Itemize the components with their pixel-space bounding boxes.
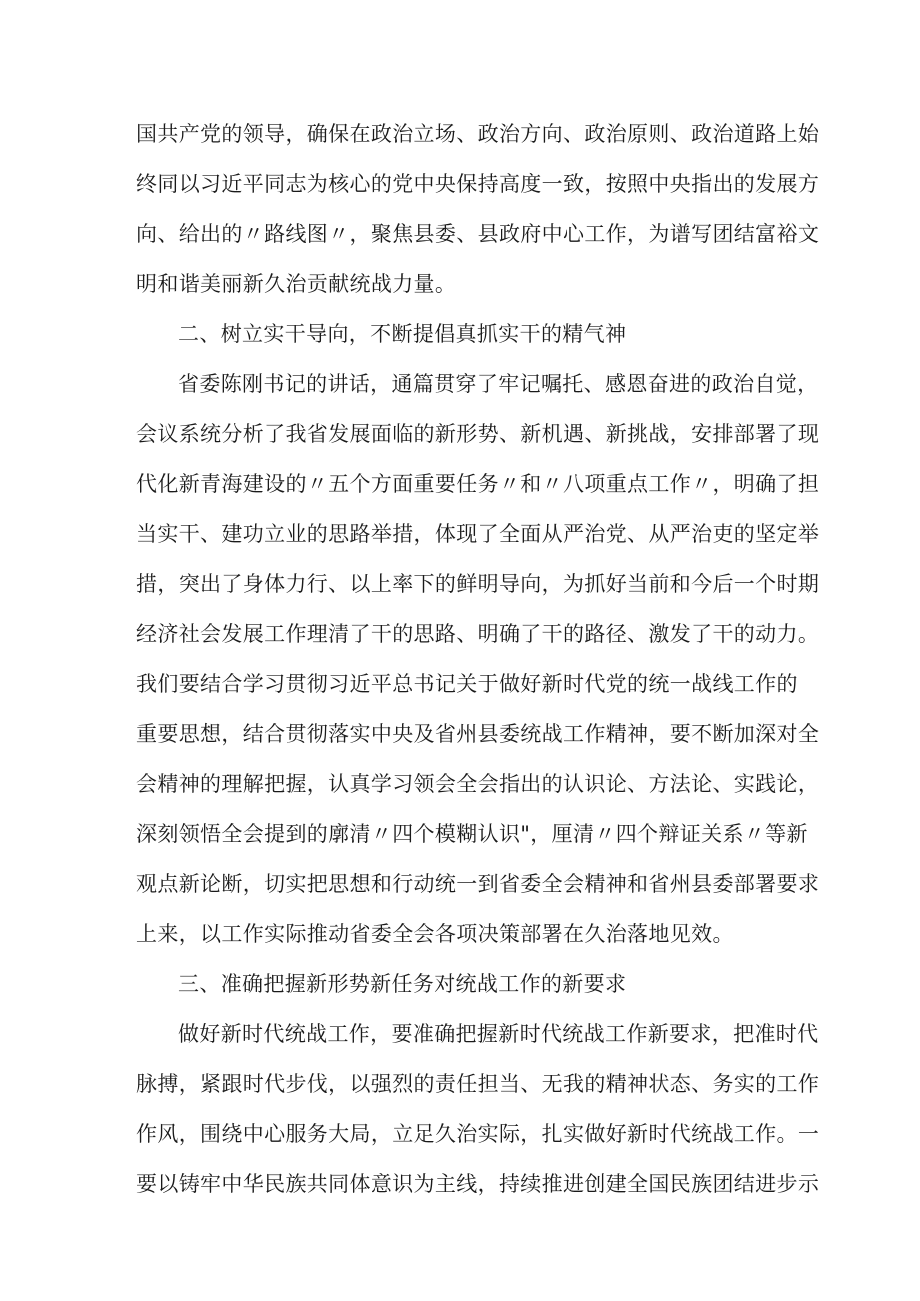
paragraph-line: 当实干、建功立业的思路举措，体现了全面从严治党、从严治吏的坚定举 <box>136 522 820 546</box>
paragraph-line: 省委陈刚书记的讲话，通篇贯穿了牢记嘱托、感恩奋进的政治自觉， <box>178 372 819 396</box>
paragraph-line: 作风，围绕中心服务大局，立足久治实际，扎实做好新时代统战工作。一 <box>136 1122 820 1146</box>
paragraph-line: 重要思想，结合贯彻落实中央及省州县委统战工作精神，要不断加深对全 <box>136 722 820 746</box>
paragraph-line: 国共产党的领导，确保在政治立场、政治方向、政治原则、政治道路上始 <box>136 122 820 146</box>
paragraph-line: 终同以习近平同志为核心的党中央保持高度一致，按照中央指出的发展方 <box>136 172 820 196</box>
paragraph-line: 会议系统分析了我省发展面临的新形势、新机遇、新挑战，安排部署了现 <box>136 422 820 446</box>
section-heading: 二、树立实干导向，不断提倡真抓实干的精气神 <box>178 322 627 346</box>
section-heading: 三、准确把握新形势新任务对统战工作的新要求 <box>178 972 627 996</box>
paragraph-line: 措，突出了身体力行、以上率下的鲜明导向，为抓好当前和今后一个时期 <box>136 572 820 596</box>
paragraph-line: 做好新时代统战工作，要准确把握新时代统战工作新要求，把准时代 <box>178 1022 819 1046</box>
paragraph-line: 会精神的理解把握，认真学习领会全会指出的认识论、方法论、实践论， <box>136 772 820 796</box>
paragraph-line: 深刻领悟全会提到的廓清〃四个模糊认识"，厘清〃四个辩证关系〃等新 <box>136 822 808 846</box>
paragraph-line: 观点新论断，切实把思想和行动统一到省委全会精神和省州县委部署要求 <box>136 872 820 896</box>
paragraph-line: 脉搏，紧跟时代步伐，以强烈的责任担当、无我的精神状态、务实的工作 <box>136 1072 820 1096</box>
paragraph-line: 要以铸牢中华民族共同体意识为主线，持续推进创建全国民族团结进步示 <box>136 1172 820 1196</box>
paragraph-line: 代化新青海建设的〃五个方面重要任务〃和〃八项重点工作〃，明确了担 <box>136 472 820 496</box>
paragraph-line: 经济社会发展工作理清了干的思路、明确了干的路径、激发了干的动力。 <box>136 622 820 646</box>
paragraph-line: 明和谐美丽新久治贡献统战力量。 <box>136 272 457 296</box>
paragraph-line: 我们要结合学习贯彻习近平总书记关于做好新时代党的统一战线工作的 <box>136 672 798 696</box>
paragraph-line: 向、给出的〃路线图〃，聚焦县委、县政府中心工作，为谱写团结富裕文 <box>136 222 820 246</box>
paragraph-line: 上来，以工作实际推动省委全会各项决策部署在久治落地见效。 <box>136 922 734 946</box>
